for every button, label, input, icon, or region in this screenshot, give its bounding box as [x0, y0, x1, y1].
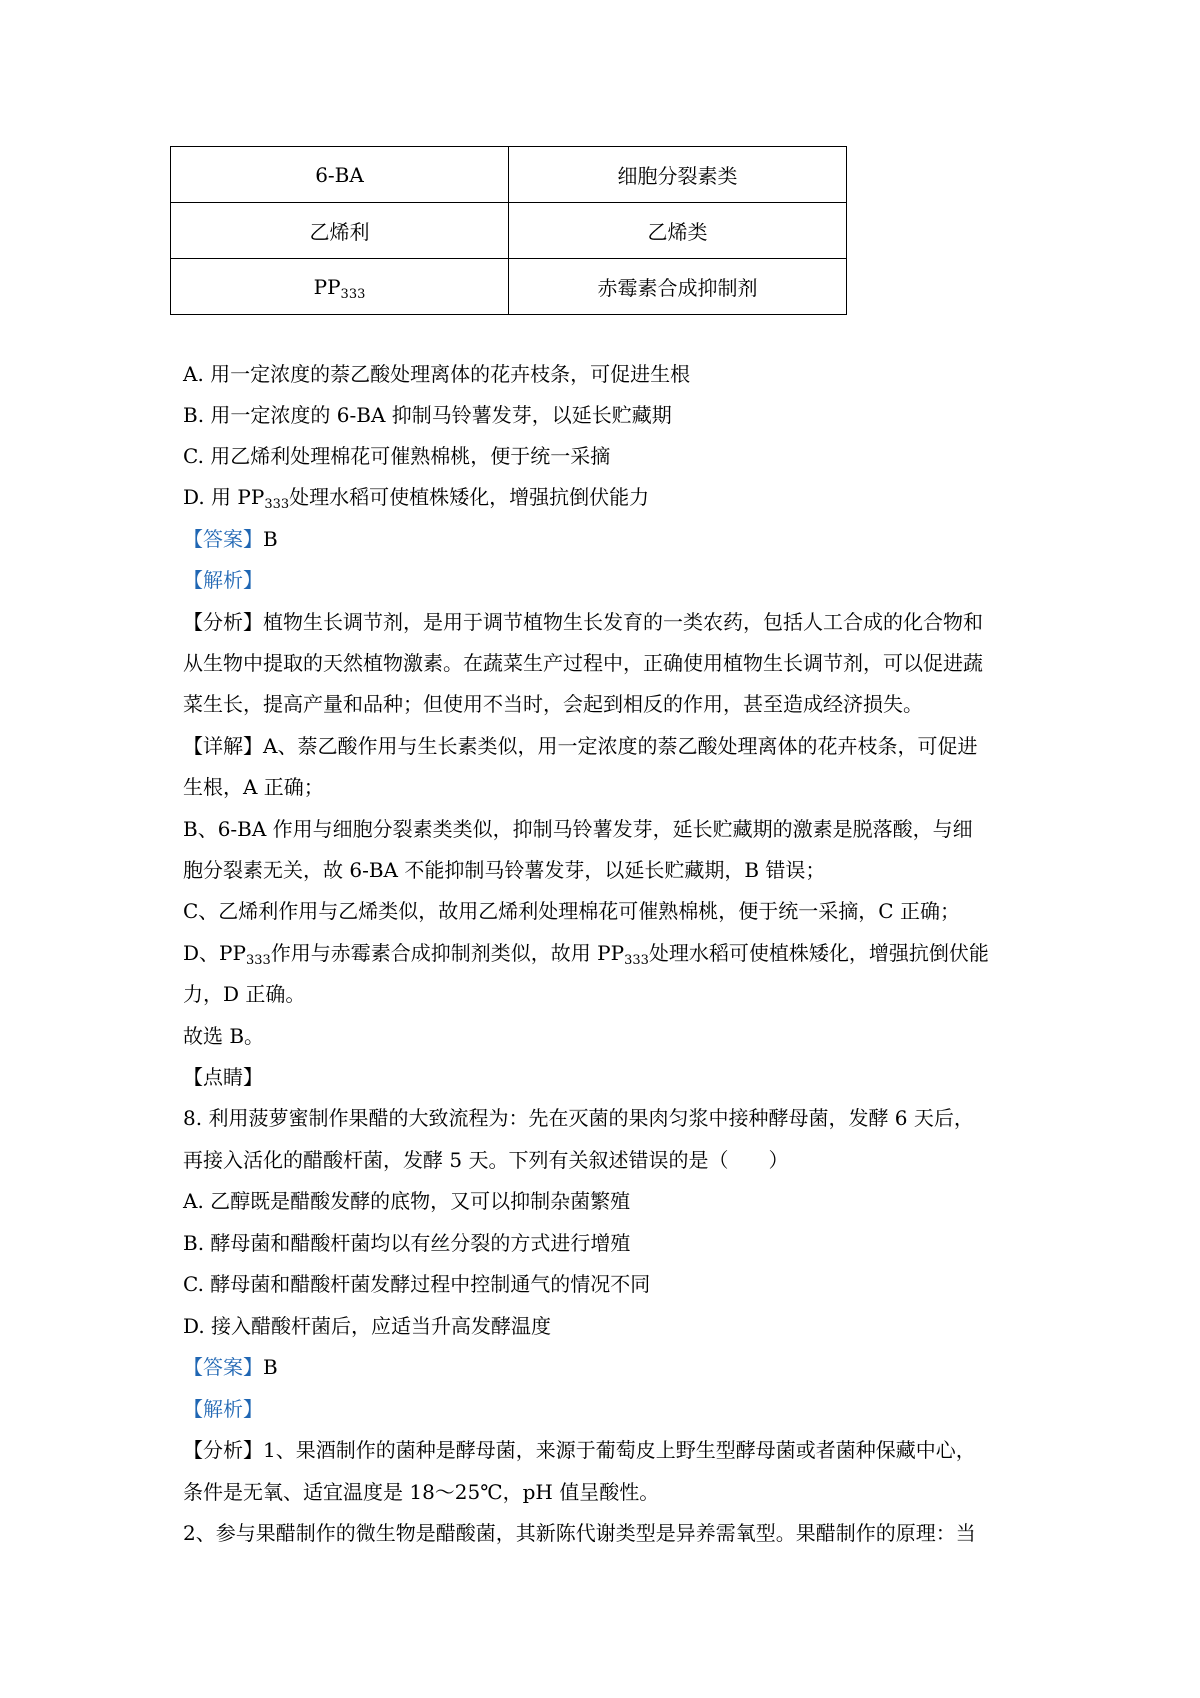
text: 植物生长调节剂，是用于调节植物生长发育的一类农药，包括人工合成的化合物和 — [263, 610, 983, 634]
cell-text: PP — [313, 274, 341, 299]
q8-option-c: C. 酵母菌和醋酸杆菌发酵过程中控制通气的情况不同 — [183, 1272, 651, 1296]
answer-value: B — [263, 1355, 278, 1379]
text: 1、果酒制作的菌种是酵母菌，来源于葡萄皮上野生型酵母菌或者菌种保藏中心， — [263, 1438, 976, 1462]
subscript: 333 — [624, 953, 649, 968]
q7-fenxi-line: 从生物中提取的天然植物激素。在蔬菜生产过程中，正确使用植物生长调节剂，可以促进蔬 — [183, 651, 983, 675]
table-cell-name: 乙烯利 — [171, 203, 509, 259]
text: 处理水稻可使植株矮化，增强抗倒伏能力 — [289, 485, 650, 509]
answer-tag: 【答案】 — [183, 1355, 263, 1379]
table-cell-name: 6-BA — [171, 147, 509, 203]
text: D. 用 PP — [183, 485, 265, 509]
answer-tag: 【答案】 — [183, 527, 263, 551]
detail-tag: 【详解】 — [183, 734, 263, 758]
q7-dianjing-tag: 【点睛】 — [183, 1065, 263, 1089]
table-row — [171, 203, 847, 259]
table-cell-name — [171, 259, 509, 315]
table-row — [171, 259, 847, 315]
fenxi-tag: 【分析】 — [183, 1438, 263, 1462]
q8-fenxi-line: 2、参与果醋制作的微生物是醋酸菌，其新陈代谢类型是异养需氧型。果醋制作的原理：当 — [183, 1521, 976, 1545]
q7-fenxi-line: 菜生长，提高产量和品种；但使用不当时，会起到相反的作用，甚至造成经济损失。 — [183, 692, 923, 716]
q8-option-d: D. 接入醋酸杆菌后，应适当升高发酵温度 — [183, 1314, 552, 1338]
q7-detail-line: B、6-BA 作用与细胞分裂素类类似，抑制马铃薯发芽，延长贮藏期的激素是脱落酸，与细 — [183, 817, 973, 841]
q7-analysis-tag: 【解析】 — [183, 568, 263, 592]
q8-answer — [183, 1355, 278, 1379]
q8-analysis-tag: 【解析】 — [183, 1397, 263, 1421]
fenxi-tag: 【分析】 — [183, 610, 263, 634]
q8-fenxi-line — [183, 1438, 976, 1462]
text: D、PP — [183, 941, 246, 965]
q7-conclusion: 故选 B。 — [183, 1024, 265, 1048]
q8-fenxi-line: 条件是无氧、适宜温度是 18～25℃，pH 值呈酸性。 — [183, 1480, 660, 1504]
q7-option-b: B. 用一定浓度的 6-BA 抑制马铃薯发芽，以延长贮藏期 — [183, 403, 672, 427]
q7-option-d — [183, 485, 650, 512]
q8-option-a: A. 乙醇既是醋酸发酵的底物，又可以抑制杂菌繁殖 — [183, 1189, 631, 1213]
q7-answer — [183, 527, 278, 551]
q8-stem-line: 8. 利用菠萝蜜制作果醋的大致流程为：先在灭菌的果肉匀浆中接种酵母菌，发酵 6 天后， — [183, 1106, 974, 1130]
q7-fenxi-line — [183, 610, 983, 634]
table-cell-type: 乙烯类 — [509, 203, 847, 259]
q7-detail-line: 力，D 正确。 — [183, 982, 306, 1006]
text: A、萘乙酸作用与生长素类似，用一定浓度的萘乙酸处理离体的花卉枝条，可促进 — [263, 734, 978, 758]
q7-option-a: A. 用一定浓度的萘乙酸处理离体的花卉枝条，可促进生根 — [183, 362, 691, 386]
q8-option-b: B. 酵母菌和醋酸杆菌均以有丝分裂的方式进行增殖 — [183, 1231, 631, 1255]
q7-detail-line: 生根，A 正确； — [183, 775, 324, 799]
text: 作用与赤霉素合成抑制剂类似，故用 PP — [270, 941, 625, 965]
answer-value: B — [263, 527, 278, 551]
table-row — [171, 147, 847, 203]
q8-stem-line: 再接入活化的醋酸杆菌，发酵 5 天。下列有关叙述错误的是（ ） — [183, 1148, 789, 1172]
cell-subscript: 333 — [340, 286, 366, 302]
hormone-table — [170, 146, 847, 315]
q7-detail-line — [183, 941, 989, 968]
text: 处理水稻可使植株矮化，增强抗倒伏能 — [648, 941, 989, 965]
q7-detail-line — [183, 734, 977, 758]
table-cell-type: 细胞分裂素类 — [509, 147, 847, 203]
q7-option-c: C. 用乙烯利处理棉花可催熟棉桃，便于统一采摘 — [183, 444, 611, 468]
subscript: 333 — [245, 953, 271, 968]
table-cell-type: 赤霉素合成抑制剂 — [509, 259, 847, 315]
subscript: 333 — [264, 497, 290, 512]
q7-detail-line: C、乙烯利作用与乙烯类似，故用乙烯利处理棉花可催熟棉桃，便于统一采摘，C 正确； — [183, 899, 960, 923]
q7-detail-line: 胞分裂素无关，故 6-BA 不能抑制马铃薯发芽，以延长贮藏期，B 错误； — [183, 858, 826, 882]
